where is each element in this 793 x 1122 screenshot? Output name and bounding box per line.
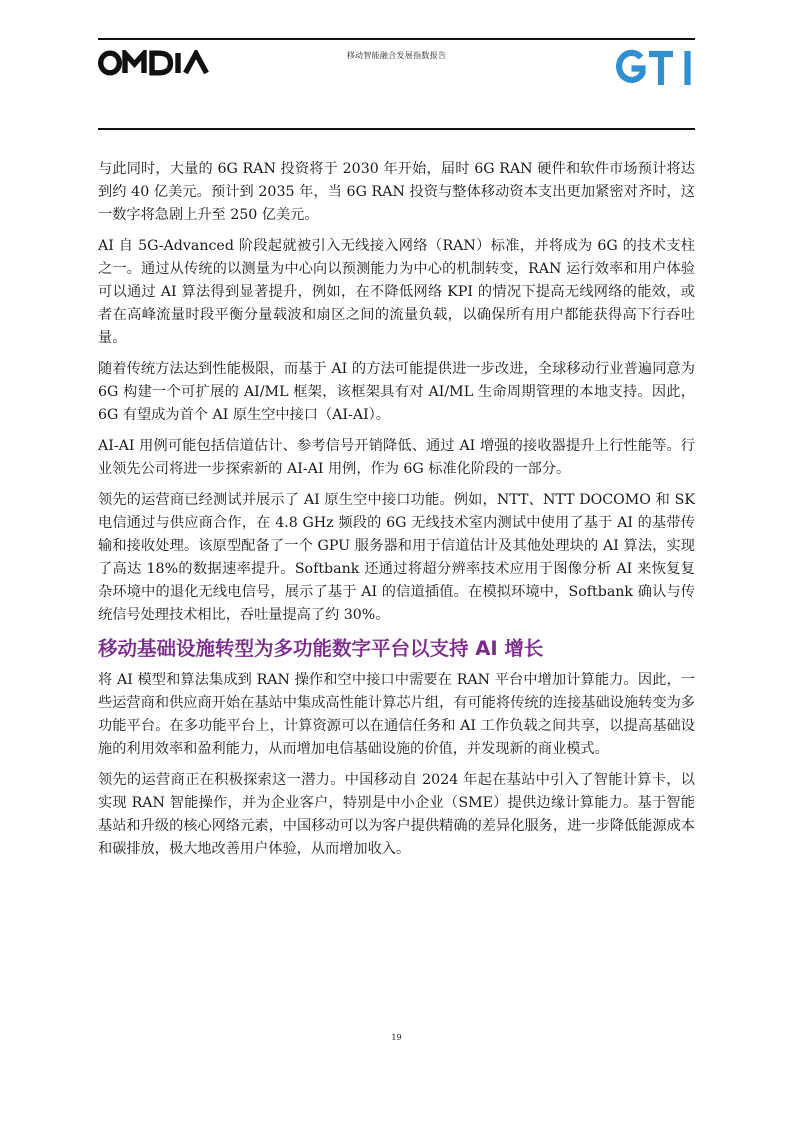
body-paragraph: 将 AI 模型和算法集成到 RAN 操作和空中接口中需要在 RAN 平台中增加计算能力。因此，一些运营商和供应商开始在基站中集成高性能计算芯片组，有可能将传统的连接基础设施转变为多功能平台。在多功能平台上，计算资源可以在通信任务和 AI 工作负载之间共享，以提高基础设施的利用效率和盈利能力，从而增加电信基础设施的价值，并发现新的商业模式。 [98, 672, 695, 757]
header-bottom-rule [98, 128, 695, 130]
section-heading: 移动基础设施转型为多功能数字平台以支持 AI 增长 [98, 637, 544, 660]
body-paragraph: 领先的运营商已经测试并展示了 AI 原生空中接口功能。例如，NTT、NTT DOCOMO 和 SK 电信通过与供应商合作，在 4.8 GHz 频段的 6G 无线技术室内测试中使用了基于 AI 的基带传输和接收处理。该原型配备了一个 GPU 服务器和用于信道估计及其他处理块的 AI 算法，实现了高达 18%的数据速率提升。Softbank 还通过将超分辨率技术应用于图像分析 AI 来恢复复杂环境中的退化无线电信号，展示了基于 AI 的信道插值。在模拟环境中，Softbank 确认与传统信号处理技术相比，吞吐量提高了约 30%。 [98, 492, 695, 623]
report-title: 移动智能融合发展指数报告 [346, 51, 447, 60]
gti-logo [616, 49, 696, 87]
body-paragraph: 随着传统方法达到性能极限，而基于 AI 的方法可能提供进一步改进，全球移动行业普遍同意为 6G 构建一个可扩展的 AI/ML 框架，该框架具有对 AI/ML 生命周期管理的本地支持。因此，6G 有望成为首个 AI 原生空中接口（AI-AI）。 [98, 361, 695, 423]
body-paragraph: AI 自 5G-Advanced 阶段起就被引入无线接入网络（RAN）标准，并将成为 6G 的技术支柱之一。通过从传统的以测量为中心向以预测能力为中心的机制转变，RAN 运行效率和用户体验可以通过 AI 算法得到显著提升，例如，在不降低网络 KPI 的情况下提高无线网络的能效，或者在高峰流量时段平衡分量载波和扇区之间的流量负载，以确保所有用户都能获得高下行吞吐量。 [98, 238, 695, 346]
body-paragraph: 领先的运营商正在积极探索这一潜力。中国移动自 2024 年起在基站中引入了智能计算卡，以实现 RAN 智能操作，并为企业客户，特别是中小企业（SME）提供边缘计算能力。基于智能基站和升级的核心网络元素，中国移动可以为客户提供精确的差异化服务，进一步降低能源成本和碳排放，极大地改善用户体验，从而增加收入。 [98, 772, 695, 857]
body-paragraph: AI-AI 用例可能包括信道估计、参考信号开销降低、通过 AI 增强的接收器提升上行性能等。行业领先公司将进一步探索新的 AI-AI 用例，作为 6G 标准化阶段的一部分。 [98, 438, 695, 477]
header-top-rule [98, 38, 695, 40]
page-content [98, 158, 695, 869]
page-number: 19 [391, 1033, 402, 1042]
body-paragraph: 与此同时，大量的 6G RAN 投资将于 2030 年开始，届时 6G RAN 硬件和软件市场预计将达到约 40 亿美元。预计到 2035 年，当 6G RAN 投资与整体移动资本支出更加紧密对齐时，这一数字将急剧上升至 250 亿美元。 [98, 161, 695, 223]
